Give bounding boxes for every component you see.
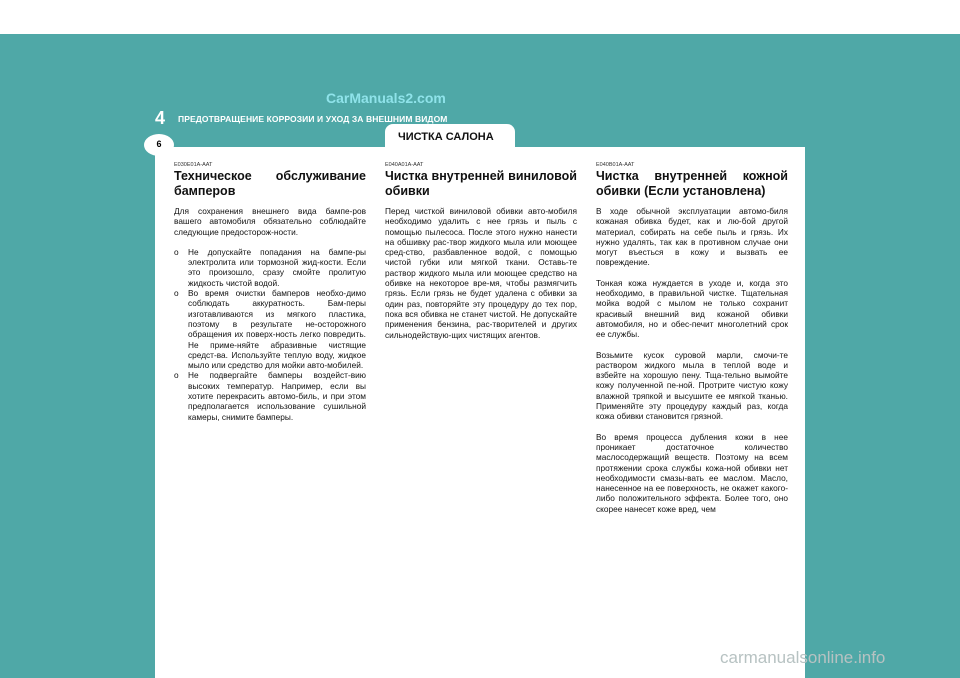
page-number: 6: [156, 139, 162, 149]
list-item: [174, 247, 366, 288]
paragraph: Во время процесса дубления кожи в нее проникает достаточное количество маслосодержащий веществ. Поэтому на всем протяжении срока службы кожа-ной обивки нет необходимости смазы-вать ее маслом. Масло, нанесенное на ее поверхность, не окажет какого-либо положительного эффекта. Более того, оно скорее нанесет коже вред, чем: [596, 431, 788, 514]
bullet-marker: o: [174, 370, 179, 381]
section-code: E030E01A-AAT: [174, 162, 213, 168]
paragraph: Возьмите кусок суровой марли, смочи-те раствором жидкого мыла в теплой воде и взбейте на хорошую пену. Тща-тельно вымойте кожу полученной пе-ной. Протрите чистую кожу влажной тряпкой и высушите ее мягкой тканью. Применяйте эту процедуру каждый раз, когда кожа обивки становится грязной.: [596, 349, 788, 422]
list-item-text: Не допускайте попадания на бампе-ры электролита или тормозной жид-кости. Если это произошло, сразу смойте пролитую жидкость чистой водой.: [188, 246, 366, 288]
section-heading: Чистка внутренней виниловой обивки: [385, 169, 577, 198]
chapter-title: ПРЕДОТВРАЩЕНИЕ КОРРОЗИИ И УХОД ЗА ВНЕШНИМ ВИДОМ: [178, 114, 448, 124]
column-leather: [596, 162, 788, 524]
column-bumpers: [174, 162, 366, 422]
list-item: [174, 288, 366, 370]
section-code: E040A01A-AAT: [385, 162, 424, 168]
watermark-bottom: carmanualsonline.info: [720, 648, 886, 667]
bullet-marker: o: [174, 288, 179, 299]
list-item: [174, 370, 366, 421]
bullet-marker: o: [174, 246, 179, 257]
section-heading: Чистка внутренней кожной обивки (Если установлена): [596, 169, 788, 198]
list-item-text: Не подвергайте бамперы воздейст-вию высоких температур. Например, если вы хотите перекрасить автомо-биль, и при этом предполагается использование сушильной камеры, снимите бамперы.: [188, 370, 366, 422]
column-vinyl: [385, 162, 577, 350]
list-item-text: Во время очистки бамперов необхо-димо соблюдать аккуратность. Бам-перы изготавливаются из мягкого пластика, поэтому в результате не-осторожного обращения их поверх-ность легко повредить. Не приме-няйте абразивные чистящие средст-ва. Используйте теплую воду, жидкое мыло или средство для мойки авто-мобилей.: [188, 288, 366, 371]
precautions-list: [174, 247, 366, 422]
paragraph: Тонкая кожа нуждается в уходе и, когда это необходимо, в правильной чистке. Тщательная мойка водой с мылом не только сохранит красивый внешний вид кожаной обивки автомобиля, но и обес-печит многолетний срок ее службы.: [596, 277, 788, 340]
paragraph: В ходе обычной эксплуатации автомо-биля кожаная обивка будет, как и лю-бой другой материал, собирать на себе пыль и грязь. Их нужно удалять, так как в противном случае они могут въесться в кожу и вызвать ее повреждение.: [596, 206, 788, 268]
section-title: ЧИСТКА САЛОНА: [398, 131, 494, 143]
watermark-top[interactable]: CarManuals2.com: [326, 90, 446, 106]
chapter-number: 4: [154, 108, 165, 128]
paragraph: Перед чисткой виниловой обивки авто-мобиля необходимо удалить с нее грязь и пыль с помощью пылесоса. После этого нужно нанести на обшивку рас-твор жидкого мыла или моющее сред-ство, разбавленное водой, с помощью чистой губки или мягкой ткани. Оставь-те раствор жидкого мыла или моющее средство на обивке на некоторое вре-мя, чтобы размягчить грязь. Если грязь не будет удалена с обивки за один раз, повторяйте эту процедуру до тех пор, пока вся обивка не станет чистой. Не допускайте применения бензина, рас-творителей и других сильнодействую-щих чистящих агентов.: [385, 206, 577, 340]
section-code: E040B01A-AAT: [596, 162, 635, 168]
section-heading: Техническое обслуживание бамперов: [174, 169, 366, 198]
paragraph: Для сохранения внешнего вида бампе-ров вашего автомобиля обязательно соблюдайте следующие предосторож-ности.: [174, 206, 366, 237]
